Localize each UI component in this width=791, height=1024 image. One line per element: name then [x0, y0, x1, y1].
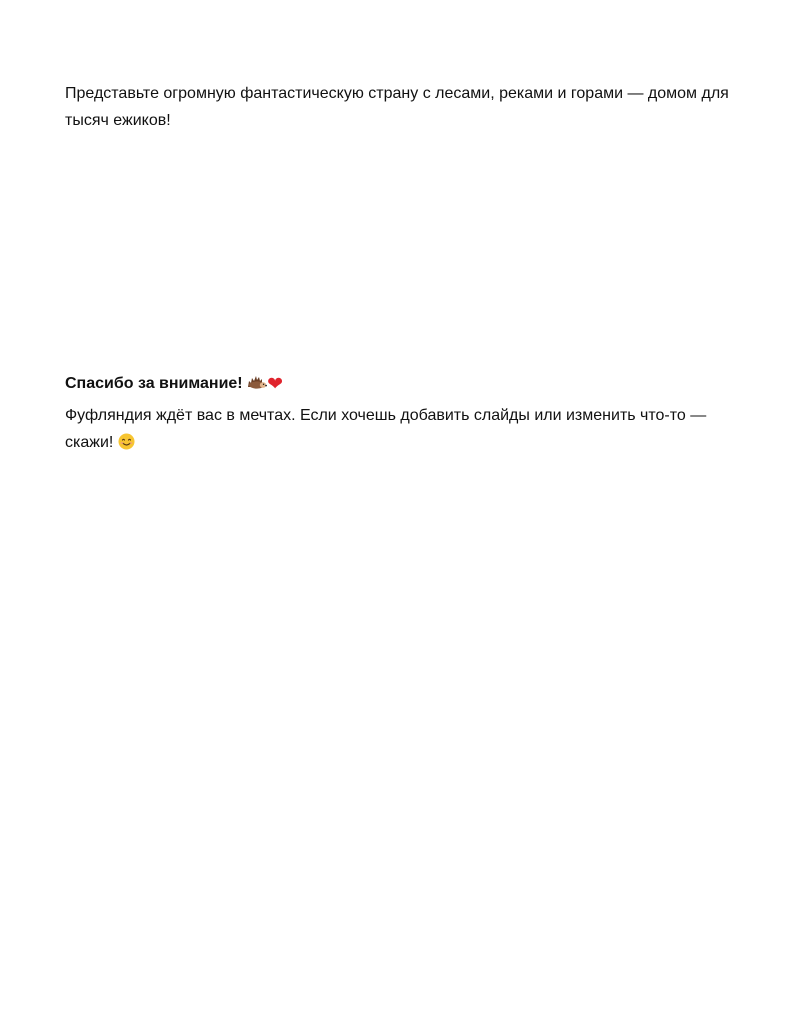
- smiling-face-icon: [118, 432, 135, 449]
- red-heart-icon: ❤: [267, 373, 283, 395]
- closing-heading-line: [65, 370, 283, 397]
- closing-paragraph: Фуфляндия ждёт вас в мечтах. Если хочешь добавить слайды или изменить что-то — скажи!: [65, 407, 707, 451]
- closing-paragraph-block: [65, 402, 730, 456]
- closing-heading: Спасибо за внимание!: [65, 375, 243, 392]
- hedgehog-icon: [247, 371, 267, 385]
- intro-paragraph: Представьте огромную фантастическую страну с лесами, реками и горами — домом для тысяч ежиков!: [65, 85, 729, 129]
